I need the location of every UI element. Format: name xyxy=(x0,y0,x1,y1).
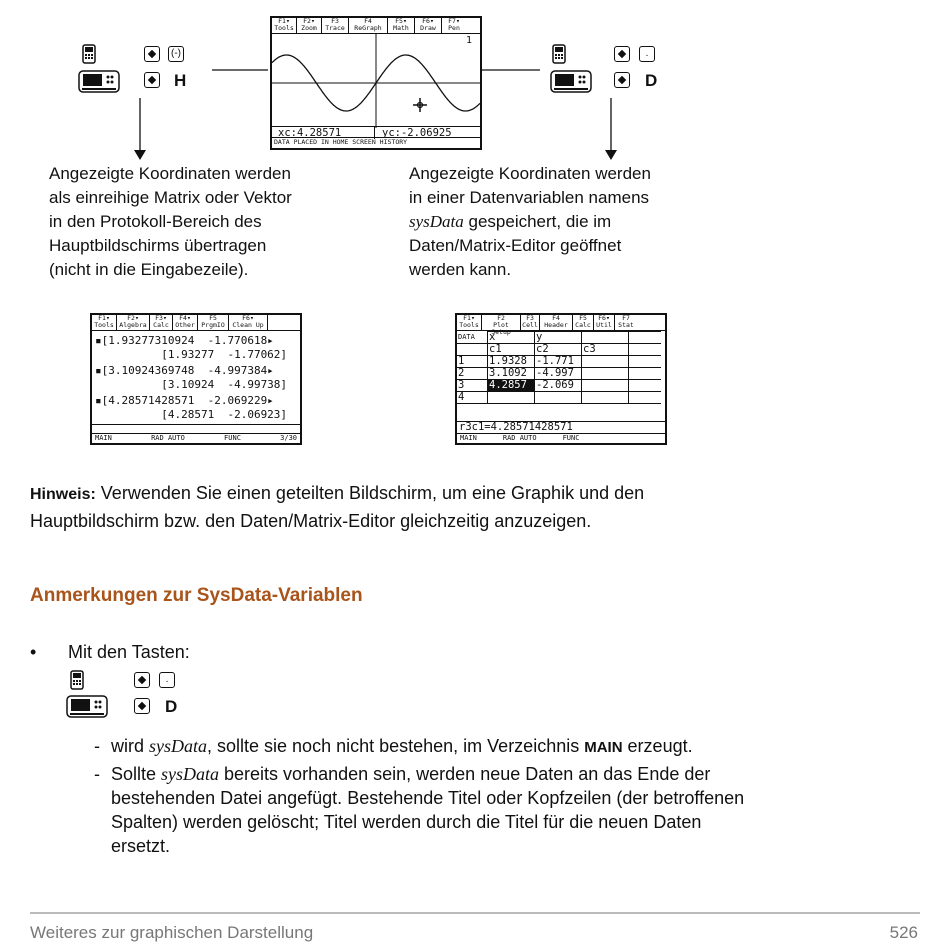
period-key-icon: . xyxy=(159,672,175,688)
toolbar-tools: F1▾ Tools xyxy=(272,18,297,33)
data-entry-line: r3c1=4.28571428571 xyxy=(457,421,665,433)
key-label-d: D xyxy=(645,71,658,90)
negate-key-icon: (-) xyxy=(168,46,184,62)
dash-item-2: Sollte sysData bereits vorhanden sein, werden neue Daten an das Ende der bestehenden Datei angefügt. Bestehende Titel oder Kopfzeilen (der betroffenen Spalten) werden gelöscht; Titel werden durch die Titel für die neuen Daten ersetzt. xyxy=(111,764,745,856)
toolbar-math: F5▾ Math xyxy=(388,18,415,33)
dash-marker: - xyxy=(94,736,100,756)
footer-title: Weiteres zur graphischen Darstellung xyxy=(30,923,314,942)
data-editor-screen xyxy=(455,313,667,445)
graph-status: DATA PLACED IN HOME SCREEN HISTORY xyxy=(272,137,480,148)
key-label-d: D xyxy=(165,697,178,716)
ti89-calculator-icon xyxy=(70,670,84,690)
toolbar-trace: F3 Trace xyxy=(322,18,349,33)
note-paragraph: Hinweis: Verwenden Sie einen geteilten Bildschirm, um eine Graphik und den Hauptbildschirm bzw. den Daten/Matrix-Editor gleichzeitig anzuzeigen. xyxy=(30,483,645,531)
key-label-h: H xyxy=(174,71,187,90)
voyage200-calculator-icon xyxy=(66,695,108,719)
section-heading: Anmerkungen zur SysData-Variablen xyxy=(30,585,363,606)
data-table: DATA x y c1 c2 c3 1 1.9328 -1.771 2 3.1092 -4.997 3 4.2857 -2.069 4 xyxy=(457,331,661,404)
toolbar-pen: F7▾ Pen xyxy=(448,17,460,32)
trace-cursor-icon xyxy=(413,98,427,112)
toolbar-zoom: F2▾ Zoom xyxy=(297,18,322,33)
home-screen xyxy=(90,313,302,445)
bullet-text: Mit den Tasten: xyxy=(68,642,190,662)
history-line: [4.28571 -2.06923] xyxy=(95,408,288,421)
home-entry-line xyxy=(92,424,300,433)
dash-marker: - xyxy=(94,764,100,784)
caption-left: Angezeigte Koordinaten werden als einreihige Matrix oder Vektor in den Protokoll-Bereich des Hauptbildschirms übertragen (nicht in die Eingabezeile). xyxy=(49,164,292,279)
graph-number: 1 xyxy=(465,35,472,46)
dash-item-1: wird sysData, sollte sie noch nicht bestehen, im Verzeichnis MAIN erzeugt. xyxy=(111,736,693,756)
caption-right: Angezeigte Koordinaten werden in einer Datenvariablen namens sysData gespeichert, die im Daten/Matrix-Editor geöffnet werden kann. xyxy=(409,164,651,279)
table-row: 4 xyxy=(457,392,661,404)
diamond-key-icon xyxy=(134,672,150,688)
toolbar-draw: F6▾ Draw xyxy=(415,18,442,33)
home-status: MAIN RAD AUTO FUNC 3/30 xyxy=(92,433,300,443)
table-row: 2 3.1092 -4.997 xyxy=(457,368,661,380)
xc-readout: xc:4.28571 xyxy=(278,127,342,139)
selected-cell: 4.2857 xyxy=(488,380,535,392)
table-row: 1 1.9328 -1.771 xyxy=(457,356,661,368)
bullet-symbol: • xyxy=(30,642,37,662)
data-toolbar: F1▾ Tools F2 Plot Setup F3 Cell F4 Header F5 Calc F6▾ Util F7 Stat xyxy=(457,315,665,331)
history-line: ▪[1.93277310924 -1.770618▸ xyxy=(95,334,274,347)
toolbar-regraph: F4 ReGraph xyxy=(349,18,388,33)
sine-graph xyxy=(272,33,480,128)
note-label: Hinweis: xyxy=(30,486,96,503)
history-line: [1.93277 -1.77062] xyxy=(95,348,288,361)
graph-screen xyxy=(270,16,482,150)
table-row: 3 4.2857 -2.069 xyxy=(457,380,661,392)
yc-readout: yc:-2.06925 xyxy=(382,127,452,139)
page-number: 526 xyxy=(889,923,918,942)
home-toolbar: F1▾ Tools F2▾ Algebra F3▾ Calc F4▾ Other F5 PrgmIO F6▾ Clean Up xyxy=(92,315,300,331)
footer-rule xyxy=(30,912,920,914)
period-key-icon: . xyxy=(639,46,655,62)
history-line: [3.10924 -4.99738] xyxy=(95,378,288,391)
graph-toolbar xyxy=(272,18,480,34)
history-line: ▪[4.28571428571 -2.069229▸ xyxy=(95,394,274,407)
diamond-key-icon xyxy=(134,698,150,714)
data-status: MAIN RAD AUTO FUNC xyxy=(457,433,665,443)
history-line: ▪[3.10924369748 -4.997384▸ xyxy=(95,364,274,377)
